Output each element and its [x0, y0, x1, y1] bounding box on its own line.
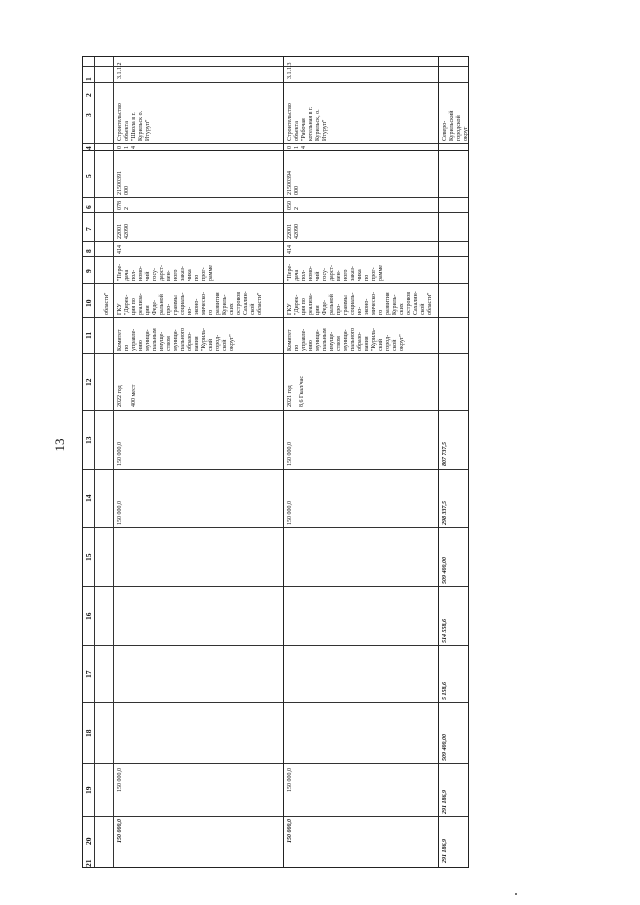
- amount: 150 000,0: [117, 819, 123, 843]
- committee-text: округ": [399, 334, 405, 351]
- col9-text: дача: [294, 269, 300, 281]
- agency-text: граммы: [343, 295, 349, 315]
- col-boundary: [83, 241, 468, 242]
- col9-text: прог-: [371, 267, 377, 281]
- committee-text: нию: [138, 340, 144, 351]
- committee-text: пального: [350, 327, 356, 351]
- agency-text: но-: [357, 306, 363, 315]
- col-number: 8: [84, 249, 93, 253]
- agency-text: области": [427, 292, 433, 315]
- object-name-line: Строительство: [287, 103, 293, 141]
- agency-text: но-: [187, 306, 193, 315]
- code-digit: 1: [294, 146, 300, 149]
- agency-text: Сахалин-: [243, 291, 249, 315]
- object-name-line: Курильск о.: [138, 110, 144, 141]
- capacity-text: 400 мест: [131, 384, 137, 407]
- code-digit: 4: [301, 146, 307, 149]
- committee-text: вания: [194, 336, 200, 351]
- col-boundary: [83, 702, 468, 703]
- total-name-line: Северо-: [442, 120, 448, 141]
- col-boundary: [83, 66, 468, 67]
- agency-text: "Дирек-: [294, 294, 300, 315]
- agency-text: граммы: [173, 295, 179, 315]
- object-name-line: объекта: [124, 121, 130, 141]
- budget-table: [82, 56, 469, 868]
- col-number: 4: [84, 146, 93, 150]
- committee-text: ской: [222, 339, 228, 351]
- col-boundary: [83, 197, 468, 198]
- col-number: 10: [84, 299, 93, 307]
- col-boundary: [83, 410, 468, 411]
- col-boundary: [83, 763, 468, 764]
- col-boundary: [83, 150, 468, 151]
- col-number: 13: [84, 436, 93, 444]
- col-number: 20: [84, 837, 93, 845]
- col9-text: ного: [343, 269, 349, 281]
- total-amount: 509 400,00: [442, 734, 448, 761]
- agency-text: Феде-: [152, 299, 158, 315]
- col-number: 2: [84, 93, 93, 97]
- col-number: 11: [84, 331, 93, 339]
- target-article: 21500394: [287, 171, 293, 195]
- amount: 150 000,0: [287, 442, 293, 466]
- object-name-line: Итуруп": [322, 119, 328, 141]
- code-digit: 0: [117, 146, 123, 149]
- committee-text: муници-: [315, 329, 321, 351]
- code-value: 050: [287, 201, 293, 210]
- total-amount: 807 737,5: [442, 442, 448, 466]
- year-text: 2022 год: [117, 385, 123, 407]
- col9-text: "Пере-: [287, 263, 293, 281]
- total-name-line: округ: [463, 126, 469, 141]
- committee-text: Комитет: [117, 329, 123, 351]
- amount: 150 000,0: [287, 819, 293, 843]
- target-article: 21500391: [117, 171, 123, 195]
- code-value: 078: [117, 201, 123, 210]
- committee-text: имуще-: [159, 331, 165, 351]
- col9-text: номо-: [138, 266, 144, 281]
- scan-speck: [515, 893, 517, 895]
- agency-text: реализа-: [308, 293, 314, 315]
- col-number: 16: [84, 612, 93, 620]
- col9-text: чика: [357, 269, 363, 281]
- col-boundary: [83, 283, 468, 284]
- col-number: 9: [84, 269, 93, 273]
- col-boundary: [83, 816, 468, 817]
- col9-text: по: [364, 274, 370, 281]
- total-amount: 298 337,5: [442, 501, 448, 525]
- year-text: 2021 год: [287, 385, 293, 407]
- col9-text: по: [194, 274, 200, 281]
- col-number: 7: [84, 227, 93, 231]
- code-value: 42090: [294, 224, 300, 239]
- agency-text: ГКУ: [287, 303, 293, 315]
- col9-text: дарст-: [329, 265, 335, 281]
- total-name-line: городской: [456, 115, 462, 141]
- page-number: 13: [52, 438, 67, 452]
- committee-text: имуще-: [329, 331, 335, 351]
- committee-text: пальным: [322, 328, 328, 351]
- capacity-text: 8,6 Гкал/час: [299, 375, 305, 407]
- col-number: 12: [84, 378, 93, 386]
- committee-text: ский: [378, 339, 384, 351]
- agency-text: ции: [145, 305, 151, 315]
- code-value: 42090: [124, 224, 130, 239]
- committee-text: образо-: [357, 331, 363, 351]
- col9-text: дарст-: [159, 265, 165, 281]
- agency-text: области": [257, 292, 263, 315]
- agency-text: ция по: [301, 298, 307, 315]
- committee-text: пальным: [152, 328, 158, 351]
- total-amount: 291 186,9: [442, 839, 448, 863]
- col9-text: вен-: [166, 270, 172, 281]
- committee-text: ством: [336, 336, 342, 351]
- amount: 150 000,0: [117, 768, 123, 792]
- committee-text: по: [124, 344, 130, 351]
- object-name-line: "Школа в г.: [131, 112, 137, 141]
- target-article: 000: [124, 186, 130, 195]
- code-digit: 4: [131, 146, 137, 149]
- committee-text: муници-: [343, 329, 349, 351]
- col-number: 6: [84, 205, 93, 209]
- committee-text: ский: [208, 339, 214, 351]
- committee-text: город-: [385, 334, 391, 351]
- col-number: 21: [84, 859, 93, 867]
- col-number: 14: [84, 494, 93, 502]
- agency-text: ция по: [131, 298, 137, 315]
- row-number: 3.1.1.2: [117, 62, 123, 79]
- agency-text: "Дирек-: [124, 294, 130, 315]
- col9-text: госу-: [322, 267, 328, 281]
- col-boundary: [83, 82, 468, 83]
- col9-text: "Пере-: [117, 263, 123, 281]
- agency-text: ральной: [329, 294, 335, 315]
- col9-text: заказ-: [350, 266, 356, 281]
- committee-text: округ": [229, 334, 235, 351]
- col9-text: дача: [124, 269, 130, 281]
- total-name-line: Курильский: [449, 110, 455, 141]
- col9-text: госу-: [152, 267, 158, 281]
- agency-text: ских: [229, 303, 235, 315]
- committee-text: по: [294, 344, 300, 351]
- col-number: 17: [84, 670, 93, 678]
- committee-text: нию: [308, 340, 314, 351]
- col-number: 1: [84, 77, 93, 81]
- committee-text: ской: [392, 339, 398, 351]
- agency-text: Сахалин-: [413, 291, 419, 315]
- agency-text: реализа-: [138, 293, 144, 315]
- row-number: 3.1.1.3: [287, 62, 293, 79]
- total-amount: 509 400,00: [442, 557, 448, 584]
- col-number: 19: [84, 786, 93, 794]
- col9-text: рамме: [208, 265, 214, 281]
- row-boundary: [94, 57, 95, 867]
- agency-text: островов: [236, 291, 242, 315]
- agency-text: ральной: [159, 294, 165, 315]
- amount: 150 000,0: [287, 768, 293, 792]
- agency-text: Куриль-: [392, 294, 398, 315]
- committee-text: управле-: [131, 328, 137, 351]
- object-name-line: Курильск, о.: [315, 109, 321, 141]
- agency-text: Куриль-: [222, 294, 228, 315]
- agency-text: социаль-: [180, 292, 186, 315]
- committee-text: "Куриль-: [371, 328, 377, 351]
- agency-text: мическо-: [201, 291, 207, 315]
- object-name-line: котельная в г.: [308, 106, 314, 141]
- object-name-line: Итуруп": [145, 119, 151, 141]
- agency-text: развития: [385, 292, 391, 315]
- amount: 150 000,0: [287, 501, 293, 525]
- object-name-line: объекта: [294, 121, 300, 141]
- col-boundary: [83, 317, 468, 318]
- col-boundary: [83, 527, 468, 528]
- code-value: 2: [294, 207, 300, 210]
- committee-text: Комитет: [287, 329, 293, 351]
- agency-text: про-: [166, 303, 172, 315]
- col9-text: прог-: [201, 267, 207, 281]
- committee-text: образо-: [187, 331, 193, 351]
- col9-text: чика: [187, 269, 193, 281]
- row-boundary: [283, 57, 284, 867]
- total-amount: 5 158,6: [442, 682, 448, 700]
- col-boundary: [83, 645, 468, 646]
- code-value: 22001: [117, 224, 123, 239]
- agency-text: го: [378, 309, 384, 315]
- col-number: 18: [84, 729, 93, 737]
- col9-text: пол-: [301, 269, 307, 281]
- agency-text: про-: [336, 303, 342, 315]
- agency-text: ских: [399, 303, 405, 315]
- col9-text: ного: [173, 269, 179, 281]
- agency-text: го: [208, 309, 214, 315]
- agency-text: мическо-: [371, 291, 377, 315]
- col-number: 15: [84, 553, 93, 561]
- committee-text: вания: [364, 336, 370, 351]
- agency-text: ской: [420, 303, 426, 315]
- col-boundary: [83, 212, 468, 213]
- col-number: 5: [84, 174, 93, 178]
- total-amount: 514 558,6: [442, 619, 448, 643]
- code-value: 414: [117, 245, 123, 254]
- col-boundary: [83, 143, 468, 144]
- committee-text: муници-: [173, 329, 179, 351]
- col9-text: пол-: [131, 269, 137, 281]
- col9-text: заказ-: [180, 266, 186, 281]
- amount: 150 000,0: [117, 442, 123, 466]
- target-article: 000: [294, 186, 300, 195]
- row-boundary: [113, 57, 114, 867]
- agency-text: эконо-: [364, 298, 370, 315]
- code-value: 22001: [287, 224, 293, 239]
- code-digit: 0: [287, 146, 293, 149]
- agency-text: ГКУ: [117, 303, 123, 315]
- committee-text: пального: [180, 327, 186, 351]
- code-digit: 1: [124, 146, 130, 149]
- col9-text: чий: [145, 271, 151, 281]
- agency-text: ской: [250, 303, 256, 315]
- col-boundary: [83, 586, 468, 587]
- object-name-line: "Рабочая: [301, 118, 307, 141]
- committee-text: ством: [166, 336, 172, 351]
- agency-text: ции: [315, 305, 321, 315]
- row-boundary: [438, 57, 439, 867]
- col9-text: рамме: [378, 265, 384, 281]
- code-value: 414: [287, 245, 293, 254]
- col-boundary: [83, 469, 468, 470]
- header-fragment: области": [104, 292, 110, 315]
- col-boundary: [83, 256, 468, 257]
- committee-text: управле-: [301, 328, 307, 351]
- committee-text: муници-: [145, 329, 151, 351]
- col9-text: номо-: [308, 266, 314, 281]
- amount: 150 000,0: [117, 501, 123, 525]
- agency-text: эконо-: [194, 298, 200, 315]
- col9-text: чий: [315, 271, 321, 281]
- committee-text: "Куриль-: [201, 328, 207, 351]
- agency-text: развития: [215, 292, 221, 315]
- col-number: 3: [84, 113, 93, 117]
- object-name: Строительство: [117, 103, 123, 141]
- code-value: 2: [124, 207, 130, 210]
- agency-text: социаль-: [350, 292, 356, 315]
- agency-text: островов: [406, 291, 412, 315]
- committee-text: город-: [215, 334, 221, 351]
- agency-text: Феде-: [322, 299, 328, 315]
- total-amount: 291 186,9: [442, 790, 448, 814]
- col9-text: вен-: [336, 270, 342, 281]
- col-boundary: [83, 353, 468, 354]
